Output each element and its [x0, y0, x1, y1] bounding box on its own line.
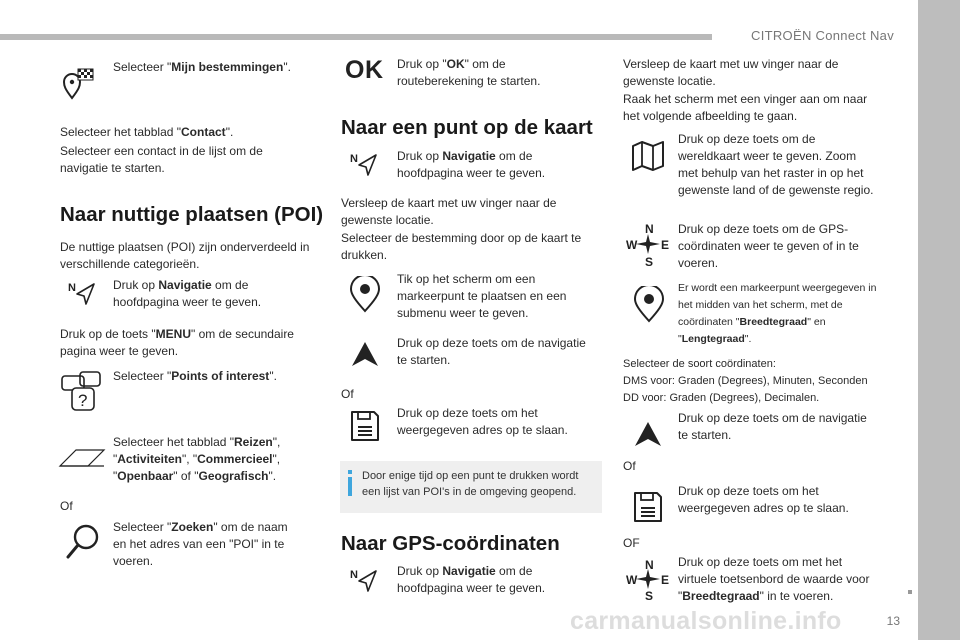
text-select-contact-tab: Selecteer het tabblad "Contact".	[60, 125, 234, 139]
text-start-navigation: Druk op deze toets om de navigatie te starten.	[397, 336, 586, 367]
text-select-tab-categories: Selecteer het tabblad "Reizen", "Activiteiten", "Commercieel", "Openbaar" of "Geografisch".	[113, 435, 281, 483]
location-pin-icon	[632, 286, 666, 324]
text-press-ok: Druk op "OK" om de routeberekening te starten.	[397, 57, 541, 88]
text-select-destination: Selecteer de bestemming door op de kaart te drukken.	[341, 231, 582, 262]
navigation-arrow-icon	[350, 340, 380, 368]
text-gps-show: Druk op deze toets om de GPS-coördinaten weer te geven of in te voeren.	[678, 222, 859, 270]
text-select-contact: Selecteer een contact in de lijst om de navigatie te starten.	[60, 144, 263, 175]
svg-text:?: ?	[78, 391, 88, 410]
text-press-navigation-2: Druk op Navigatie om de hoofdpagina weer te geven.	[397, 149, 546, 180]
text-save-address-3: Druk op deze toets om het weergegeven adres op te slaan.	[678, 484, 849, 515]
text-start-navigation-3: Druk op deze toets om de navigatie te starten.	[678, 411, 867, 442]
svg-text:N: N	[68, 282, 76, 294]
nav-arrow-icon	[350, 567, 380, 595]
location-pin-icon	[348, 276, 382, 314]
text-of: Of	[60, 499, 73, 513]
svg-text:N: N	[350, 569, 358, 581]
text-press-navigation-3: Druk op Navigatie om de hoofdpagina weer te geven.	[397, 564, 546, 595]
search-icon	[64, 522, 102, 562]
world-map-icon	[631, 140, 665, 172]
ok-icon: OK	[345, 56, 384, 84]
text-virtual-keyboard: Druk op deze toets om met het virtuele toetsenbord de waarde voor "Breedtegraad" in te voeren.	[678, 555, 870, 603]
text-touch-screen: Raak het scherm met een vinger aan om naar het volgende afbeelding te gaan.	[623, 92, 868, 123]
info-icon	[347, 470, 353, 496]
header-rule	[0, 34, 712, 40]
nav-arrow-icon	[350, 151, 380, 179]
page-number: 13	[886, 614, 900, 628]
save-disk-icon	[349, 409, 381, 443]
navigation-arrow-icon	[633, 420, 663, 448]
text-marker-coordinates: Er wordt een markeerpunt weergegeven in het midden van het scherm, met de coördinaten "Breedtegraad" en "Lengtegraad".	[678, 282, 877, 345]
heading-gps: Naar GPS-coördinaten	[341, 532, 560, 555]
text-of-2: Of	[341, 387, 354, 401]
heading-map-point: Naar een punt op de kaart	[341, 116, 593, 139]
watermark: carmanualsonline.info	[570, 607, 842, 635]
info-note-text: Door enige tijd op een punt te drukken wordt een lijst van POI's in de omgeving geopend.	[362, 470, 579, 498]
category-tag-icon	[58, 446, 106, 468]
save-disk-icon	[632, 490, 664, 524]
text-of-3: Of	[623, 459, 636, 473]
text-of-caps: OF	[623, 536, 640, 550]
flag-pin-icon	[60, 66, 98, 102]
text-select-destinations: Selecteer "Mijn bestemmingen".	[113, 60, 291, 74]
text-press-menu: Druk op de toets "MENU" om de secundaire pagina weer te geven.	[60, 327, 294, 358]
text-press-navigation: Druk op Navigatie om de hoofdpagina weer te geven.	[113, 278, 262, 309]
page-edge-tab	[918, 0, 960, 640]
compass-icon: N S W E	[626, 222, 670, 269]
text-poi-intro: De nuttige plaatsen (POI) zijn onderverdeeld in verschillende categorieën.	[60, 240, 310, 271]
text-drag-map: Versleep de kaart met uw vinger naar de gewenste locatie.	[341, 196, 557, 227]
text-tap-screen: Tik op het scherm om een markeerpunt te plaatsen en een submenu weer te geven.	[397, 272, 567, 320]
header-title: CITROËN Connect Nav	[751, 28, 894, 43]
page-marker	[908, 590, 912, 594]
nav-arrow-icon	[68, 280, 98, 308]
text-coordinate-types: Selecteer de soort coördinaten: DMS voor: Graden (Degrees), Minuten, Seconden DD voor: Graden (Degrees), Decimalen.	[623, 358, 868, 404]
text-world-map: Druk op deze toets om de wereldkaart weer te geven. Zoom met behulp van het raster in op het gewenste land of de gewenste regio.	[678, 132, 874, 197]
compass-icon: N S W E	[626, 558, 670, 603]
svg-text:N: N	[350, 153, 358, 165]
text-drag-map-3: Versleep de kaart met uw vinger naar de gewenste locatie.	[623, 57, 839, 88]
text-select-poi: Selecteer "Points of interest".	[113, 369, 277, 383]
text-save-address: Druk op deze toets om het weergegeven adres op te slaan.	[397, 406, 568, 437]
text-select-search: Selecteer "Zoeken" om de naam en het adres van een "POI" in te voeren.	[113, 520, 288, 568]
poi-question-icon	[60, 370, 104, 414]
heading-poi: Naar nuttige plaatsen (POI)	[60, 203, 324, 226]
